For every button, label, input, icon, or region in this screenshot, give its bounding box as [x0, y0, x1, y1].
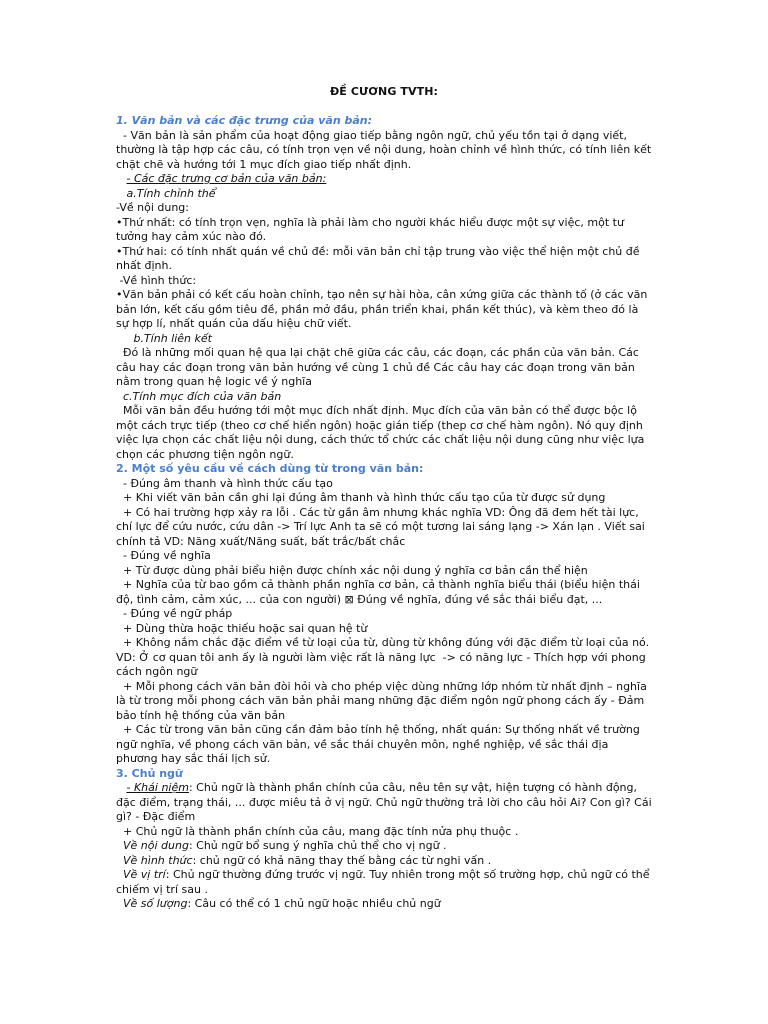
bullet-item: •Văn bản phải có kết cấu hoàn chỉnh, tạo nên sự hài hòa, cân xứng giữa các thành tố (ở các văn bản lớn, kết cấu gồm tiêu đề, phần mở đầu, phần triển khai, phần kết thúc), và kèm theo đó là sự hợp lí, nhất quán của dấu hiệu chữ viết. [116, 288, 651, 330]
list-item: + Dùng thừa hoặc thiếu hoặc sai quan hệ từ [116, 621, 368, 635]
document-title: ĐỀ CƯƠNG TVTH: [329, 85, 439, 98]
section-1-heading: 1. Văn bản và các đặc trưng của văn bản: [116, 114, 373, 127]
list-item: - Đúng âm thanh và hình thức cấu tạo [116, 476, 333, 490]
bullet-item: •Thứ hai: có tính nhất quán về chủ đề: mỗi văn bản chỉ tập trung vào việc thể hiện một chủ đề nhất định. [116, 244, 644, 272]
paragraph: Về số lượng: Câu có thể có 1 chủ ngữ hoặc nhiều chủ ngữ [123, 897, 441, 910]
subheading: a.Tính chỉnh thể [126, 186, 216, 200]
list-item: + Chủ ngữ là thành phần chính của câu, mang đặc tính nửa phụ thuộc . [116, 824, 519, 838]
subheading: b.Tính liên kết [133, 331, 212, 345]
paragraph: Mỗi văn bản đều hướng tới một mục đích nhất định. Mục đích của văn bản có thể được bộc lộ một cách trực tiếp (theo cơ chế hiển ngôn) hoặc gián tiếp (thep cơ chế hàm ngôn). Nó quy định việc lựa chọn các chất liệu nội dung, cách thức tổ chức các chất liệu nội dung cũng như việc lựa chọn các phương tiện ngôn ngữ. [116, 404, 648, 461]
paragraph: - Khái niệm: Chủ ngữ là thành phần chính của câu, nêu tên sự vật, hiện tượng có hành động, đặc điểm, trạng thái, ... được miêu tả ở vị ngữ. Chủ ngữ thường trả lời cho câu hỏi Ai? Con gì? Cái gì? - Đặc điểm [116, 781, 656, 823]
paragraph: Về vị trí: Chủ ngữ thường đứng trước vị ngữ. Tuy nhiên trong một số trường hợp, chủ ngữ có thể chiếm vị trí sau . [116, 868, 654, 896]
list-item: + Các từ trong văn bản cũng cần đảm bảo tính hệ thống, nhất quán: Sự thống nhất về trường ngữ nghĩa, về phong cách văn bản, về sắc thái chuyên môn, nghề nghiệp, về sắc thái địa phương hay sắc thái lịch sử. [116, 723, 644, 765]
subheading: c.Tính mục đích của văn bản [123, 389, 282, 403]
paragraph: - Văn bản là sản phẩm của hoạt động giao tiếp bằng ngôn ngữ, chủ yếu tồn tại ở dạng viết, thường là tập hợp các câu, có tính trọn vẹn về nội dung, hoàn chỉnh về hình thức, có tính liên kết chặt chẽ và hướng tới 1 mục đích giao tiếp nhất định. [116, 128, 655, 171]
list-item: - Đúng về ngữ pháp [116, 607, 233, 620]
paragraph: -Về hình thức: [116, 273, 197, 287]
paragraph: Về hình thức: chủ ngữ có khả năng thay thế bằng các từ nghi vấn . [123, 853, 492, 867]
paragraph: -Về nội dung: [116, 201, 189, 214]
subheading: - Các đặc trưng cơ bản của văn bản: [126, 172, 327, 185]
paragraph: Về nội dung: Chủ ngữ bổ sung ý nghĩa chủ thể cho vị ngữ . [123, 839, 447, 852]
section-2-heading: 2. Một số yêu cầu về cách dùng từ trong văn bản: [116, 462, 424, 475]
list-item: + Có hai trường hợp xảy ra lỗi . Các từ gần âm nhưng khác nghĩa VD: Ông đã đem hết tài lực, chí lực để cứu nước, cứu dân -> Trí lực Anh ta sẽ có một tương lai sáng lạng -> Xán lạn . Viết sai chính tả VD: Năng xuất/Năng suất, bất trắc/bất chắc [116, 505, 649, 548]
list-item: + Nghĩa của từ bao gồm cả thành phần nghĩa cơ bản, cả thành nghĩa biểu thái (biểu hiện thái độ, tình cảm, cảm xúc, ... của con người) ⊠ Đúng về nghĩa, đúng về sắc thái biểu đạt, ... [116, 578, 644, 606]
list-item: - Đúng về nghĩa [116, 549, 211, 562]
section-3-heading: 3. Chủ ngữ [116, 766, 183, 780]
paragraph: Đó là những mối quan hệ qua lại chặt chẽ giữa các câu, các đoạn, các phần của văn bản. Các câu hay các đoạn trong văn bản hướng về cùng 1 chủ đề Các câu hay các đoạn trong văn bản nằm trong quan hệ logic về ý nghĩa [116, 346, 643, 388]
bullet-item: •Thứ nhất: có tính trọn vẹn, nghĩa là phải làm cho người khác hiểu được một sự việc, một tư tưởng hay cảm xúc nào đó. [116, 215, 628, 243]
list-item: + Không nắm chắc đặc điểm về từ loại của từ, dùng từ không đúng với đặc điểm từ loại của nó. VD: Ở cơ quan tôi anh ấy là người làm việc rất là năng lực -> có năng lực - Thích hợp với phong cách ngôn ngữ [116, 636, 653, 678]
list-item: + Từ được dùng phải biểu hiện được chính xác nội dung ý nghĩa cơ bản cần thể hiện [116, 563, 588, 577]
list-item: + Mỗi phong cách văn bản đòi hỏi và cho phép việc dùng những lớp nhóm từ nhất định – nghĩa là từ trong mỗi phong cách văn bản phải mang những đặc điểm ngôn ngữ phong cách ấy - Đảm bảo tính hệ thống của văn bản [116, 679, 651, 722]
list-item: + Khi viết văn bản cần ghi lại đúng âm thanh và hình thức cấu tạo của từ được sử dụng [116, 491, 606, 504]
